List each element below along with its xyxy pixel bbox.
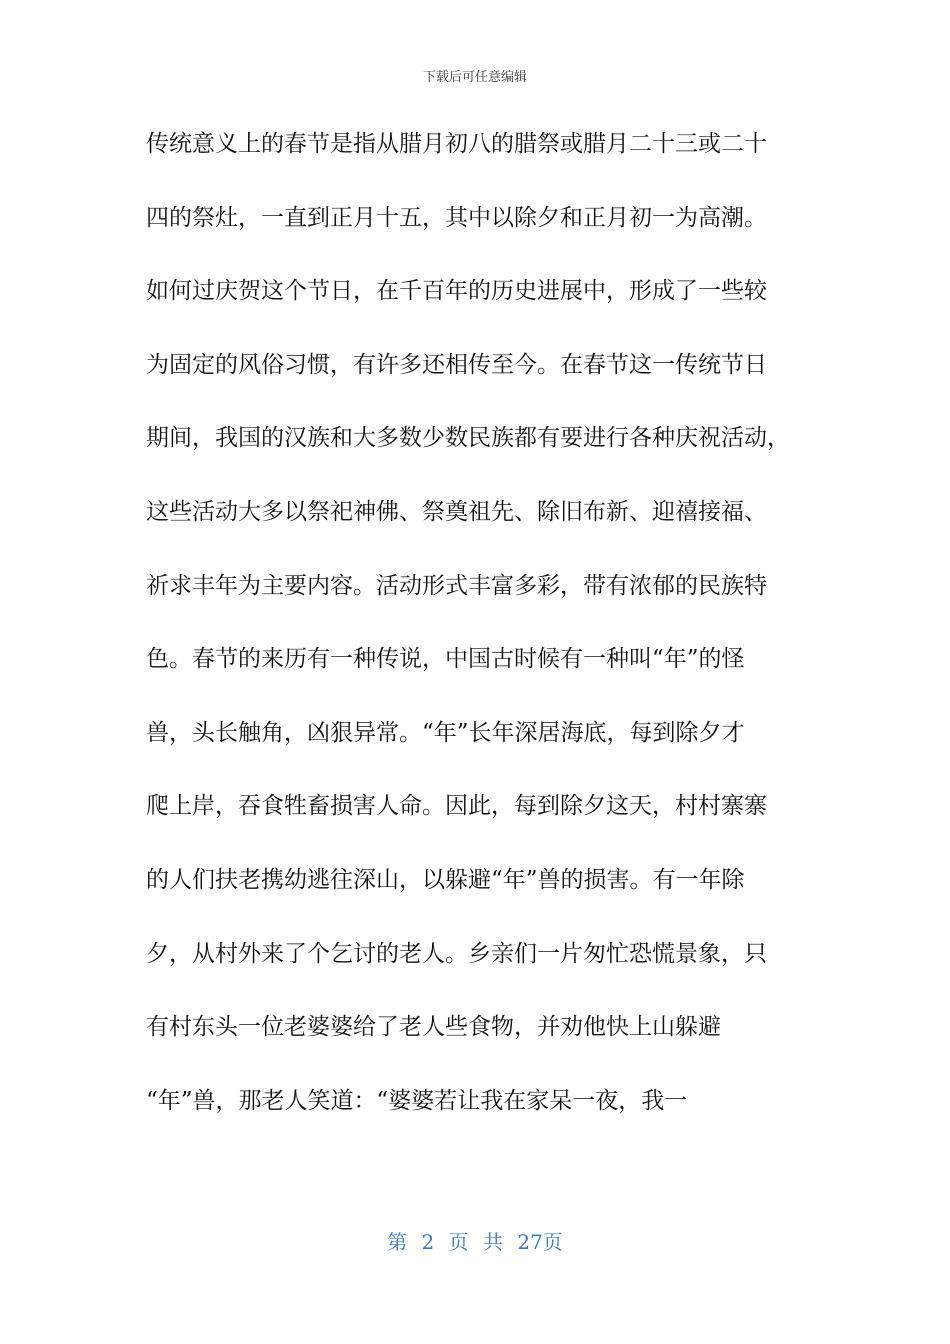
body-line-7: 祈求丰年为主要内容。活动形式丰富多彩，带有浓郁的民族特 xyxy=(146,572,767,599)
body-line-8: 色。春节的来历有一种传说，中国古时候有一种叫“年”的怪 xyxy=(146,646,745,673)
page-footer: 第 2 页 共 27页 xyxy=(387,1230,563,1254)
body-line-14: “年”兽，那老人笑道：“婆婆若让我在家呆一夜，我一 xyxy=(146,1087,688,1114)
body-line-5: 期间，我国的汉族和大多数少数民族都有要进行各种庆祝活动， xyxy=(146,425,790,452)
body-line-4: 为固定的风俗习惯，有许多还相传至今。在春节这一传统节日 xyxy=(146,351,767,378)
body-line-11: 的人们扶老携幼逃往深山，以躲避“年”兽的损害。有一年除 xyxy=(146,866,745,893)
document-body xyxy=(146,124,826,1154)
body-line-10: 爬上岸，吞食牲畜损害人命。因此，每到除夕这天，村村寨寨 xyxy=(146,793,767,820)
body-line-13: 有村东头一位老婆婆给了老人些食物，并劝他快上山躲避 xyxy=(146,1014,721,1041)
body-line-9: 兽，头长触角，凶狠异常。“年”长年深居海底，每到除夕才 xyxy=(146,719,745,746)
body-line-2: 四的祭灶，一直到正月十五，其中以除夕和正月初一为高潮。 xyxy=(146,204,767,231)
page-header: 下载后可任意编辑 xyxy=(422,70,527,85)
body-line-12: 夕，从村外来了个乞讨的老人。乡亲们一片匆忙恐慌景象，只 xyxy=(146,940,767,967)
body-line-1: 传统意义上的春节是指从腊月初八的腊祭或腊月二十三或二十 xyxy=(146,131,767,157)
body-line-3: 如何过庆贺这个节日，在千百年的历史进展中，形成了一些较 xyxy=(146,278,767,305)
body-line-6: 这些活动大多以祭祀神佛、祭奠祖先、除旧布新、迎禧接福、 xyxy=(146,498,767,525)
